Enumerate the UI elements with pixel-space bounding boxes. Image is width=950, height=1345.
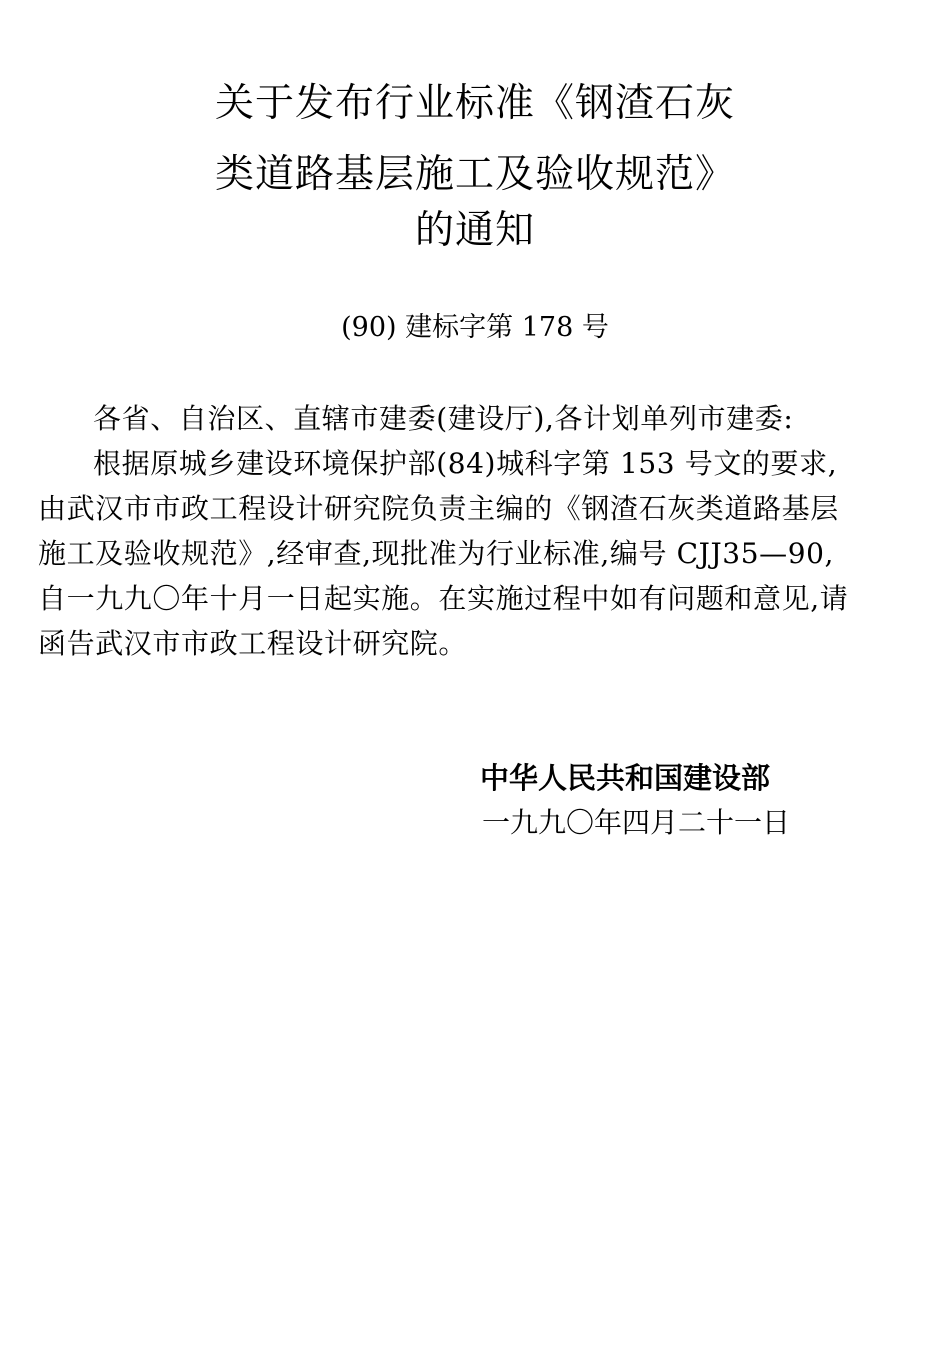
issue-date: 一九九〇年四月二十一日 <box>482 806 791 839</box>
body-text-line-3: 施工及验收规范》,经审查,现批准为行业标准,编号 CJJ35—90, <box>38 537 835 570</box>
issuing-organization: 中华人民共和国建设部 <box>480 761 771 795</box>
body-text-line-2: 由武汉市市政工程设计研究院负责主编的《钢渣石灰类道路基层 <box>38 492 839 525</box>
document-number: (90) 建标字第 178 号 <box>341 312 609 343</box>
addressee-line: 各省、自治区、直辖市建委(建设厅),各计划单列市建委: <box>93 402 794 435</box>
title-line-2: 类道路基层施工及验收规范》 <box>214 152 735 197</box>
title-line-1: 关于发布行业标准《钢渣石灰 <box>214 81 735 126</box>
body-text-line-5: 函告武汉市市政工程设计研究院。 <box>38 627 468 660</box>
body-text-line-4: 自一九九〇年十月一日起实施。在实施过程中如有问题和意见,请 <box>38 582 849 615</box>
body-text-line-1: 根据原城乡建设环境保护部(84)城科字第 153 号文的要求, <box>93 447 838 480</box>
title-line-3: 的通知 <box>414 208 535 253</box>
